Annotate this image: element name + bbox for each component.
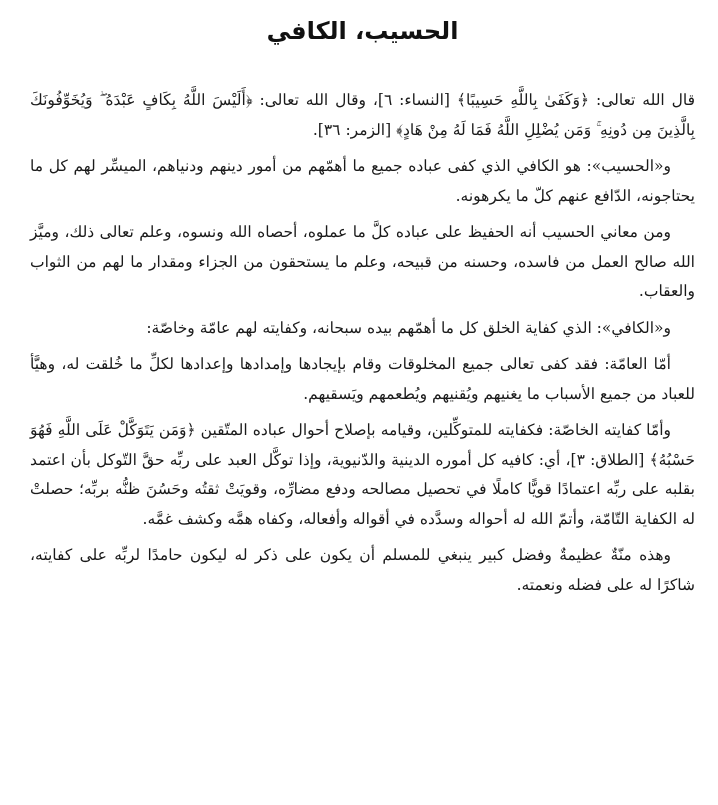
paragraph-special-sufficiency: وأمّا كفايته الخاصّة: فكفايته للمتوكِّلين، وقيامه بإصلاح أحوال عباده المتّقين ﴿وَمَن يَتَوَكَّلْ عَلَى اللَّهِ فَهُوَ حَسْبُهُ﴾ [الطلاق: ٣]، أي: كافيه كل أموره الدينية والدّنيوية، وإذا توكَّل العبد على ربِّه حقَّ التّوكل بأن اعتمد بقلبه على ربِّه اعتمادًا قويًّا كاملًا في تحصيل مصالحه ودفع مضارِّه، وقويَتْ ثقتُه وحَسُنَ ظنُّه بربِّه؛ حصلتْ له الكفاية التّامّة، وأتمّ الله له أحواله وسدَّده في أقواله وأفعاله، وكفاه همَّه وكشف غمَّه. <box>30 421 695 528</box>
paragraph-al-kafi-definition: و«الكافي»: الذي كفاية الخلق كل ما أهمّهم بيده سبحانه، وكفايته لهم عامّة وخاصّة: <box>146 318 671 337</box>
page-title: الحسيب، الكافي <box>266 17 459 45</box>
paragraph-general-sufficiency: أمّا العامّة: فقد كفى تعالى جميع المخلوقات وقام بإيجادها وإمدادها وإعدادها لكلِّ ما خُلقت له، وهيَّأ للعباد من جميع الأسباب ما يغنيهم ويُقنيهم ويُطعمهم ويَسقيهم. <box>30 355 695 403</box>
paragraph-al-hasib-meanings: ومن معاني الحسيب أنه الحفيظ على عباده كلَّ ما عملوه، أحصاه الله ونسوه، وعلم تعالى ذلك، وميَّز الله صالح العمل من فاسده، وحسنه من قبيحه، وعلم ما يستحقون من الجزاء ومقدار ما لهم من الثواب والعقاب. <box>30 223 695 300</box>
paragraph-conclusion: وهذه منّةٌ عظيمةٌ وفضل كبير ينبغي للمسلم أن يكون على ذكر له ليكون حامدًا لربِّه على كفايته، شاكرًا له على فضله ونعمته. <box>30 546 695 594</box>
book-page <box>30 14 695 607</box>
paragraph-quran-verses: قال الله تعالى: ﴿وَكَفَىٰ بِاللَّهِ حَسِيبًا﴾ [النساء: ٦]، وقال الله تعالى: ﴿أَلَيْسَ اللَّهُ بِكَافٍ عَبْدَهُ ۖ وَيُخَوِّفُونَكَ بِالَّذِينَ مِن دُونِهِ ۚ وَمَن يُضْلِلِ اللَّهُ فَمَا لَهُ مِنْ هَادٍ﴾ [الزمر: ٣٦]. <box>30 91 696 139</box>
paragraph-al-hasib-definition: و«الحسيب»: هو الكافي الذي كفى عباده جميع ما أهمّهم من أمور دينهم ودنياهم، الميسِّر لهم كل ما يحتاجونه، الدّافع عنهم كلّ ما يكرهونه. <box>30 157 695 205</box>
